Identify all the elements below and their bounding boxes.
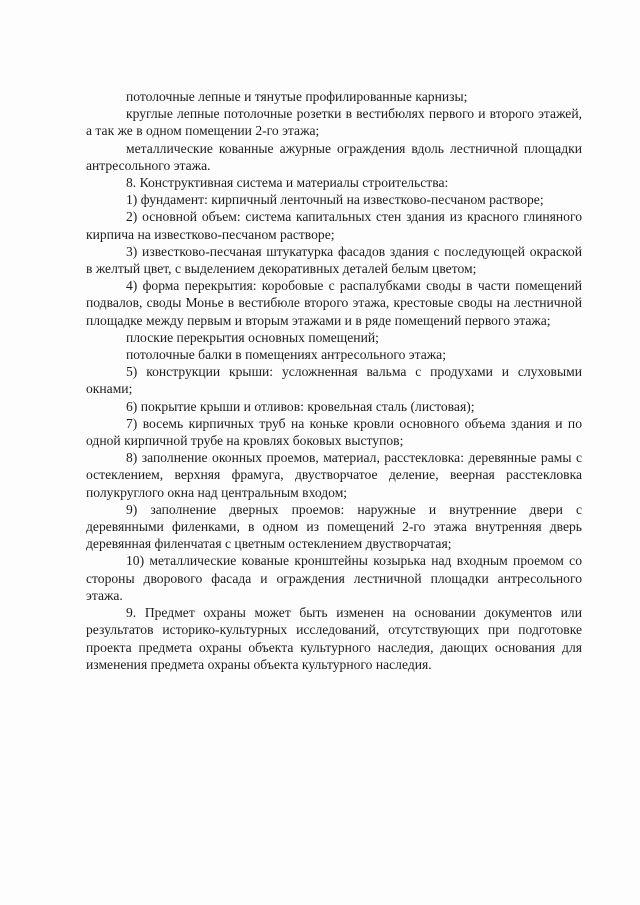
section-9-paragraph: 9. Предмет охраны может быть изменен на основании документов или результатов историко-культурных исследований, отсутствующих при подготовке проекта предмета охраны объекта культурного наследия, дающих основания для изменения предмета охраны объекта культурного наследия. xyxy=(86,605,582,672)
paragraph-main-volume: 2) основной объем: система капитальных стен здания из красного глиняного кирпича на известково-песчаном растворе; xyxy=(86,209,582,242)
paragraph-cornices: потолочные лепные и тянутые профилированные карнизы; xyxy=(126,89,468,104)
paragraph-plaster: 3) известково-песчаная штукатурка фасадов здания с последующей окраской в желтый цвет, с выделением декоративных деталей белым цветом; xyxy=(86,243,582,277)
paragraph-ceilings: 4) форма перекрытия: коробовые с распалубками своды в части помещений подвалов, своды Монье в вестибюле второго этажа, крестовые своды на лестничной площадке между первым и вторым этажами и в ряде помещений первого этажа; xyxy=(86,278,582,328)
paragraph-roof-structure: 5) конструкции крыши: усложненная вальма с продухами и слуховыми окнами; xyxy=(86,364,582,397)
paragraph-foundation: 1) фундамент: кирпичный ленточный на известково-песчаном растворе; xyxy=(126,192,544,208)
paragraph-roof-covering: 6) покрытие крыши и отливов: кровельная сталь (листовая); xyxy=(126,398,475,414)
paragraph-beams: потолочные балки в помещениях антресольного этажа; xyxy=(126,347,446,363)
paragraph-railings: металлические кованные ажурные ограждения вдоль лестничной площадки антресольного этажа. xyxy=(86,140,582,173)
paragraph-flat-ceilings: плоские перекрытия основных помещений; xyxy=(126,329,379,345)
paragraph-windows: 8) заполнение оконных проемов, материал, расстекловка: деревянные рамы с остеклением, верхняя фрамуга, двустворчатое деление, веерная расстекловка полукруглого окна над центральным входом; xyxy=(86,450,582,500)
paragraph-brackets: 10) металлические кованые кронштейны козырька над входным проемом со стороны дворового фасада и ограждения лестничной площадки антресольного этажа. xyxy=(86,553,582,603)
paragraph-rosettes: круглые лепные потолочные розетки в вестибюлях первого и второго этажей, а так же в одном помещении 2-го этажа; xyxy=(86,106,582,139)
section-8-heading: 8. Конструктивная система и материалы строительства: xyxy=(126,175,449,191)
paragraph-chimneys: 7) восемь кирпичных труб на коньке кровли основного объема здания и по одной кирпичной трубе на кровлях боковых выступов; xyxy=(86,415,582,449)
paragraph-doors: 9) заполнение дверных проемов: наружные и внутренние двери с деревянными филенками, в одном из помещений 2-го этажа внутренняя дверь деревянная филенчатая с цветным остеклением двустворчатая; xyxy=(86,501,582,552)
document-body xyxy=(86,88,582,673)
